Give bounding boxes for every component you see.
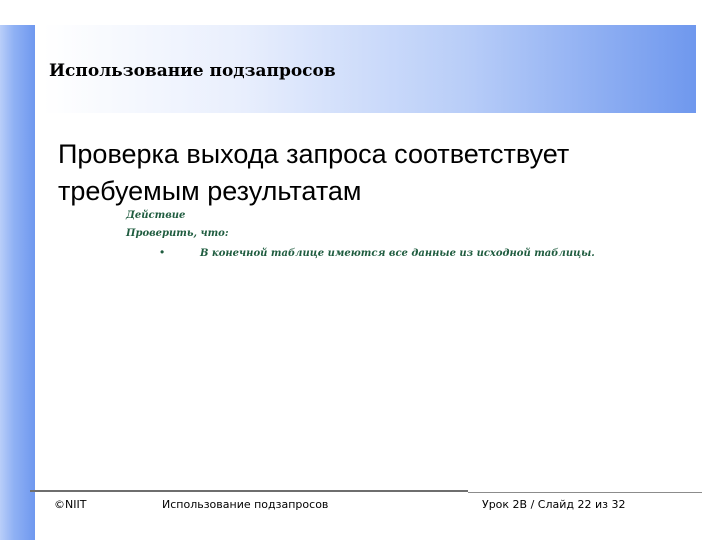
footer-divider — [30, 490, 468, 492]
slide-title: Использование подзапросов — [49, 61, 336, 81]
footer-topic: Использование подзапросов — [162, 498, 329, 511]
bullet-item: В конечной таблице имеются все данные из исходной таблицы. — [200, 248, 595, 259]
sidebar-decoration — [0, 25, 35, 540]
footer-slide-info: Урок 2B / Слайд 22 из 32 — [482, 498, 626, 511]
check-label: Проверить, что: — [126, 228, 229, 239]
bullet-icon: • — [160, 245, 165, 259]
footer-divider-right — [468, 492, 702, 493]
footer-copyright: ©NIIT — [54, 498, 87, 511]
main-heading: Проверка выхода запроса соответствует требуемым результатам — [58, 139, 570, 206]
action-label: Действие — [126, 210, 186, 221]
